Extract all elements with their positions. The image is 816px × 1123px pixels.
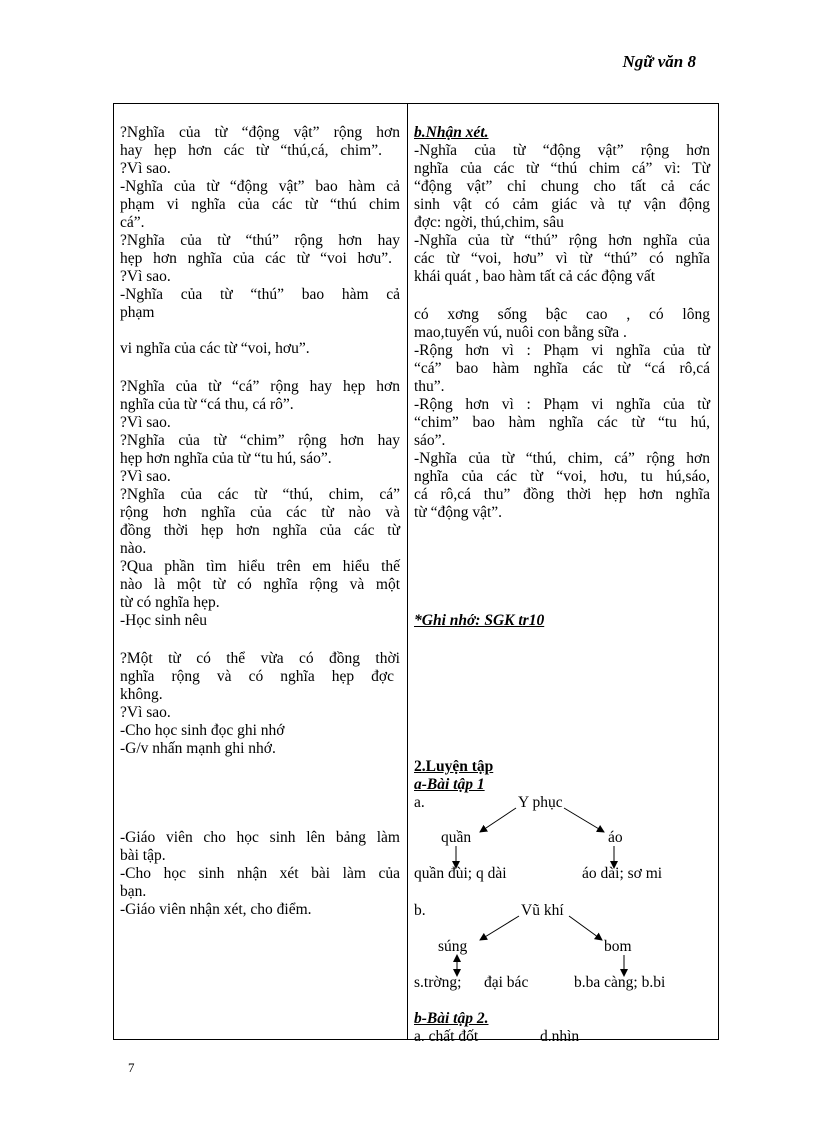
left-line: phạm vi nghĩa của các từ “thú chim bbox=[120, 196, 400, 213]
right-line: đợc: ngời, thú,chim, sâu bbox=[414, 214, 564, 231]
exercise2-item-d: d.nhìn bbox=[540, 1028, 580, 1045]
lesson-table bbox=[113, 103, 719, 1045]
left-line: nào là một từ có nghĩa rộng và một bbox=[120, 576, 400, 593]
practice-title: 2.Luyện tập bbox=[414, 758, 494, 775]
left-line: hẹp hơn nghĩa của các từ “voi hơu”. bbox=[120, 250, 392, 267]
page-header: Ngữ văn 8 bbox=[622, 52, 696, 71]
left-line: -Học sinh nêu bbox=[120, 612, 207, 629]
tree-b-root: Vũ khí bbox=[521, 902, 564, 919]
left-line: ?Vì sao. bbox=[120, 160, 171, 177]
right-line: nghĩa của các từ “thú chim cá” vì: Từ bbox=[414, 160, 710, 177]
right-line: các từ “voi, hơu” vì từ “thú” có nghĩa bbox=[414, 250, 710, 267]
right-line: -Nghĩa của từ “thú” rộng hơn nghĩa của bbox=[414, 232, 710, 249]
tree-a-left-leaf: quần đùi; q dài bbox=[414, 865, 507, 882]
tree-a-arrow-right bbox=[564, 808, 604, 832]
left-line: ?Nghĩa của từ “động vật” rộng hơn bbox=[120, 124, 400, 141]
left-line: -Nghĩa của từ “động vật” bao hàm cả bbox=[120, 178, 400, 195]
tree-b-right-node: bom bbox=[604, 938, 632, 955]
right-line: từ “động vật”. bbox=[414, 504, 503, 521]
right-line: mao,tuyến vú, nuôi con bằng sữa . bbox=[414, 324, 627, 341]
left-line: phạm bbox=[120, 304, 155, 321]
left-line: đồng thời hẹp hơn nghĩa của các từ bbox=[120, 522, 400, 539]
left-line: -Nghĩa của từ “thú” bao hàm cả bbox=[120, 286, 400, 303]
left-line: -Cho học sinh đọc ghi nhớ bbox=[120, 722, 285, 739]
tree-a-label: a. bbox=[414, 794, 425, 811]
right-line: sinh vật có cảm giác và tự vận động bbox=[414, 196, 710, 213]
left-line: ?Nghĩa của từ “cá” rộng hay hẹp hơn bbox=[120, 378, 400, 395]
exercise2-title: b-Bài tập 2. bbox=[414, 1010, 489, 1027]
right-line: thu”. bbox=[414, 378, 445, 395]
tree-b-label: b. bbox=[414, 902, 426, 919]
tree-a-root: Y phục bbox=[518, 794, 563, 811]
left-line: không. bbox=[120, 686, 163, 703]
tree-diagram-arrows bbox=[414, 124, 710, 1004]
right-line: khái quát , bao hàm tất cả các động vất bbox=[414, 268, 656, 285]
tree-a-right-leaf: áo dài; sơ mi bbox=[582, 865, 663, 882]
right-line: “chim” bao hàm nghĩa các từ “tu hú, bbox=[414, 414, 710, 431]
tree-b-left-node: súng bbox=[438, 938, 468, 955]
left-line: ?Vì sao. bbox=[120, 704, 171, 721]
tree-b-left-leaf: s.trờng; bbox=[414, 974, 462, 991]
left-line: ?Vì sao. bbox=[120, 414, 171, 431]
left-line: ?Nghĩa của từ “thú” rộng hơn hay bbox=[120, 232, 400, 249]
left-line: ?Qua phần tìm hiểu trên em hiểu thế bbox=[120, 558, 400, 575]
left-line: ?Vì sao. bbox=[120, 268, 171, 285]
left-line: từ có nghĩa hẹp. bbox=[120, 594, 220, 611]
left-line: -G/v nhấn mạnh ghi nhớ. bbox=[120, 740, 276, 757]
left-line: nghĩa của từ “cá thu, cá rô”. bbox=[120, 396, 294, 413]
tree-a-right-node: áo bbox=[608, 829, 623, 846]
left-line: bài tập. bbox=[120, 847, 166, 864]
left-line: rộng hơn nghĩa của các từ nào và bbox=[120, 504, 400, 521]
column-divider bbox=[407, 104, 408, 1039]
page-number: 7 bbox=[128, 1060, 135, 1075]
right-line: -Rộng hơn vì : Phạm vi nghĩa của từ bbox=[414, 396, 710, 413]
left-line: hẹp hơn nghĩa của từ “tu hú, sáo”. bbox=[120, 450, 332, 467]
right-line: có xơng sống bậc cao , có lông bbox=[414, 306, 710, 323]
tree-a-arrow-left bbox=[480, 808, 516, 832]
left-line: hay hẹp hơn các từ “thú,cá, chim”. bbox=[120, 142, 382, 159]
left-line: -Cho học sinh nhận xét bài làm của bbox=[120, 865, 400, 882]
left-line: bạn. bbox=[120, 883, 147, 900]
left-line: nghĩa rộng và có nghĩa hẹp đợc bbox=[120, 668, 394, 685]
left-line: -Giáo viên nhận xét, cho điểm. bbox=[120, 901, 312, 918]
right-line: -Nghĩa của từ “thú, chim, cá” rộng hơn bbox=[414, 450, 710, 467]
exercise2-item-a: a. chất đốt bbox=[414, 1028, 479, 1045]
right-line: “cá” bao hàm nghĩa các từ “cá rô,cá bbox=[414, 360, 710, 377]
tree-b-left-leaf-2: đại bác bbox=[484, 974, 529, 991]
right-line: -Nghĩa của từ “động vật” rộng hơn bbox=[414, 142, 710, 159]
exercise1-title: a-Bài tập 1 bbox=[414, 776, 485, 793]
left-line: -Giáo viên cho học sinh lên bảng làm bbox=[120, 829, 400, 846]
tree-a-left-node: quần bbox=[441, 829, 472, 846]
right-line: -Rộng hơn vì : Phạm vi nghĩa của từ bbox=[414, 342, 710, 359]
ghi-nho-note: *Ghi nhớ: SGK tr10 bbox=[414, 612, 545, 629]
left-line: ?Nghĩa của các từ “thú, chim, cá” bbox=[120, 486, 400, 503]
tree-b-arrow-right bbox=[569, 916, 602, 940]
left-line: vi nghĩa của các từ “voi, hơu”. bbox=[120, 340, 310, 357]
left-line: ?Vì sao. bbox=[120, 468, 171, 485]
left-line: cá”. bbox=[120, 214, 145, 231]
tree-b-right-leaf: b.ba càng; b.bi bbox=[574, 974, 666, 991]
right-line: cá rô,cá thu” đồng thời hẹp hơn nghĩa bbox=[414, 486, 710, 503]
right-line: sáo”. bbox=[414, 432, 446, 449]
left-line: ?Một từ có thể vừa có đồng thời bbox=[120, 650, 400, 667]
right-line: “động vật” chỉ chung cho tất cả các bbox=[414, 178, 710, 195]
left-line: ?Nghĩa của từ “chim” rộng hơn hay bbox=[120, 432, 400, 449]
right-line: nghĩa của các từ “voi, hơu, tu hú,sáo, bbox=[414, 468, 710, 485]
left-line: nào. bbox=[120, 540, 147, 557]
tree-b-arrow-left bbox=[480, 916, 519, 940]
section-b-title: b.Nhận xét. bbox=[414, 124, 489, 141]
